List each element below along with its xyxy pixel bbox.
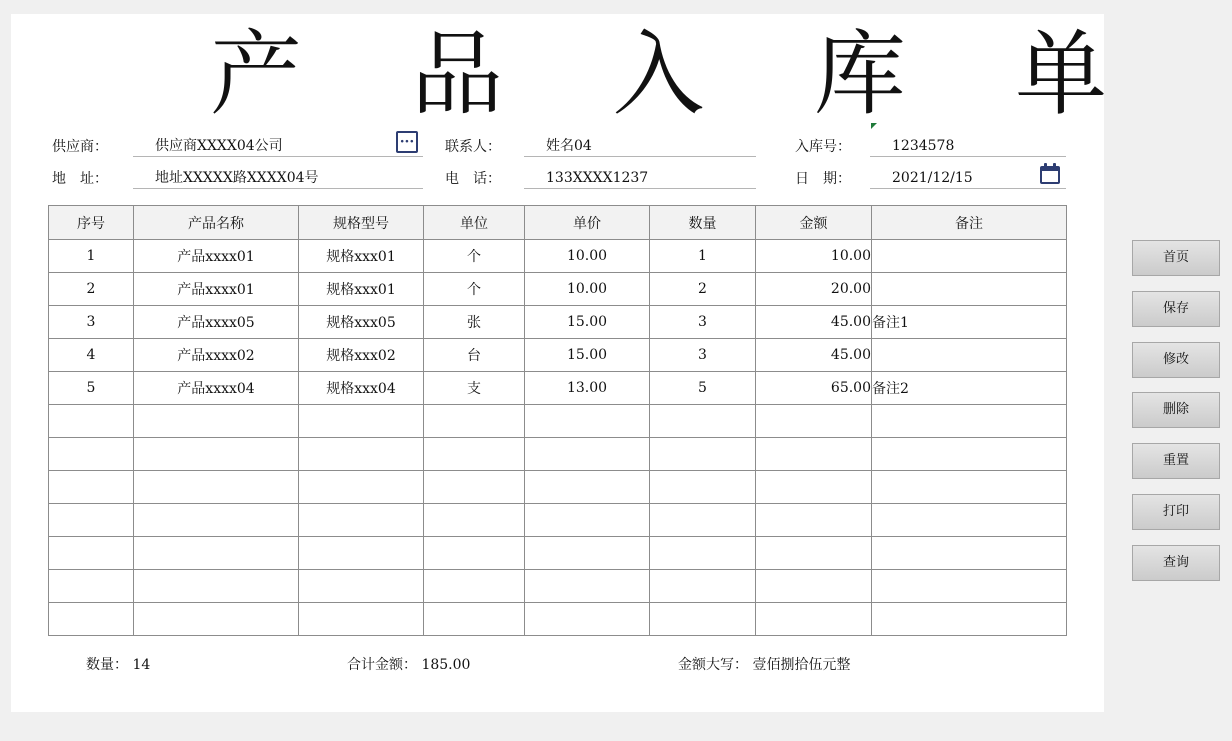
table-cell[interactable]: 产品xxxx01 xyxy=(134,273,299,306)
table-cell[interactable] xyxy=(49,471,134,504)
table-cell[interactable]: 5 xyxy=(650,372,756,405)
date-label: 日 期： xyxy=(795,171,851,187)
table-cell[interactable] xyxy=(650,537,756,570)
table-cell[interactable]: 个 xyxy=(424,240,525,273)
reset-button[interactable]: 重置 xyxy=(1132,443,1220,479)
table-cell[interactable]: 5 xyxy=(49,372,134,405)
table-cell[interactable] xyxy=(872,339,1067,372)
table-cell[interactable] xyxy=(650,438,756,471)
phone-field[interactable]: 133XXXX1237 xyxy=(524,169,756,189)
table-cell[interactable]: 产品xxxx05 xyxy=(134,306,299,339)
table-cell[interactable] xyxy=(650,405,756,438)
table-cell[interactable] xyxy=(872,405,1067,438)
column-header: 单位 xyxy=(424,206,525,240)
edit-button[interactable]: 修改 xyxy=(1132,342,1220,378)
table-cell[interactable] xyxy=(650,504,756,537)
table-cell[interactable] xyxy=(299,504,424,537)
table-cell[interactable] xyxy=(134,438,299,471)
table-cell[interactable] xyxy=(650,471,756,504)
table-cell[interactable]: 规格xxx05 xyxy=(299,306,424,339)
table-cell[interactable]: 产品xxxx01 xyxy=(134,240,299,273)
table-cell[interactable] xyxy=(525,504,650,537)
table-cell[interactable] xyxy=(134,471,299,504)
table-row[interactable] xyxy=(49,471,1067,504)
table-header-row xyxy=(49,206,1067,240)
print-button[interactable]: 打印 xyxy=(1132,494,1220,530)
table-cell[interactable]: 13.00 xyxy=(525,372,650,405)
table-row[interactable] xyxy=(49,372,1067,405)
table-cell[interactable]: 支 xyxy=(424,372,525,405)
table-cell[interactable] xyxy=(756,405,872,438)
table-cell[interactable] xyxy=(49,504,134,537)
table-cell[interactable] xyxy=(424,438,525,471)
delete-button[interactable]: 删除 xyxy=(1132,392,1220,428)
receipt-no-label: 入库号： xyxy=(795,139,851,155)
table-cell[interactable]: 备注1 xyxy=(872,306,1067,339)
table-cell[interactable] xyxy=(424,537,525,570)
table-cell[interactable] xyxy=(49,603,134,636)
table-cell[interactable] xyxy=(134,504,299,537)
table-cell[interactable] xyxy=(49,537,134,570)
table-cell[interactable]: 2 xyxy=(49,273,134,306)
table-row[interactable] xyxy=(49,603,1067,636)
ellipsis-icon[interactable]: ··· xyxy=(396,131,418,153)
table-cell[interactable] xyxy=(756,537,872,570)
table-cell[interactable] xyxy=(134,570,299,603)
table-row[interactable] xyxy=(49,438,1067,471)
table-cell[interactable] xyxy=(525,570,650,603)
table-cell[interactable]: 45.00 xyxy=(756,339,872,372)
amount-in-words-summary: 金额大写： 壹佰捌拾伍元整 xyxy=(678,657,851,673)
table-cell[interactable] xyxy=(299,438,424,471)
table-cell[interactable]: 10.00 xyxy=(525,240,650,273)
table-cell[interactable] xyxy=(872,240,1067,273)
table-cell[interactable]: 产品xxxx04 xyxy=(134,372,299,405)
page-title: 产 品 入 库 单 xyxy=(210,21,1147,128)
table-cell[interactable] xyxy=(424,504,525,537)
table-row[interactable] xyxy=(49,306,1067,339)
table-row[interactable] xyxy=(49,537,1067,570)
column-header: 序号 xyxy=(49,206,134,240)
table-cell[interactable] xyxy=(525,438,650,471)
table-cell[interactable]: 20.00 xyxy=(756,273,872,306)
table-row[interactable] xyxy=(49,273,1067,306)
table-row[interactable] xyxy=(49,339,1067,372)
column-header: 单价 xyxy=(525,206,650,240)
table-cell[interactable] xyxy=(525,405,650,438)
table-cell[interactable]: 3 xyxy=(650,306,756,339)
table-cell[interactable] xyxy=(872,471,1067,504)
table-cell[interactable] xyxy=(424,405,525,438)
column-header: 金额 xyxy=(756,206,872,240)
table-cell[interactable] xyxy=(299,471,424,504)
home-button[interactable]: 首页 xyxy=(1132,240,1220,276)
column-header: 产品名称 xyxy=(134,206,299,240)
table-cell[interactable] xyxy=(872,504,1067,537)
supplier-field[interactable]: 供应商XXXX04公司 xyxy=(133,137,423,157)
table-cell[interactable] xyxy=(299,603,424,636)
table-cell[interactable] xyxy=(756,504,872,537)
table-cell[interactable] xyxy=(49,405,134,438)
table-cell[interactable]: 45.00 xyxy=(756,306,872,339)
table-cell[interactable]: 2 xyxy=(650,273,756,306)
table-cell[interactable] xyxy=(650,603,756,636)
table-cell[interactable] xyxy=(424,570,525,603)
table-cell[interactable] xyxy=(525,603,650,636)
table-cell[interactable] xyxy=(424,603,525,636)
table-cell[interactable] xyxy=(134,603,299,636)
table-cell[interactable]: 10.00 xyxy=(756,240,872,273)
table-cell[interactable] xyxy=(424,471,525,504)
table-cell[interactable] xyxy=(872,537,1067,570)
table-cell[interactable] xyxy=(872,438,1067,471)
table-cell[interactable]: 备注2 xyxy=(872,372,1067,405)
column-header: 数量 xyxy=(650,206,756,240)
table-cell[interactable] xyxy=(872,603,1067,636)
total-amount-summary: 合计金额： 185.00 xyxy=(347,657,471,673)
table-cell[interactable]: 65.00 xyxy=(756,372,872,405)
table-row[interactable] xyxy=(49,570,1067,603)
date-field[interactable]: 2021/12/15 xyxy=(870,169,1066,189)
table-cell[interactable] xyxy=(134,537,299,570)
table-cell[interactable] xyxy=(49,570,134,603)
table-cell[interactable]: 规格xxx01 xyxy=(299,273,424,306)
table-cell[interactable] xyxy=(756,438,872,471)
table-cell[interactable] xyxy=(872,570,1067,603)
phone-label: 电 话： xyxy=(445,171,501,187)
table-cell[interactable]: 4 xyxy=(49,339,134,372)
table-cell[interactable]: 15.00 xyxy=(525,306,650,339)
table-cell[interactable]: 个 xyxy=(424,273,525,306)
table-cell[interactable]: 3 xyxy=(49,306,134,339)
table-cell[interactable]: 10.00 xyxy=(525,273,650,306)
cell-comment-marker xyxy=(871,123,877,129)
supplier-label: 供应商： xyxy=(52,139,108,155)
quantity-summary: 数量： 14 xyxy=(86,657,151,673)
address-field[interactable]: 地址XXXXX路XXXX04号 xyxy=(133,169,423,189)
table-cell[interactable] xyxy=(756,471,872,504)
table-cell[interactable]: 规格xxx02 xyxy=(299,339,424,372)
table-cell[interactable]: 产品xxxx02 xyxy=(134,339,299,372)
column-header: 规格型号 xyxy=(299,206,424,240)
table-cell[interactable] xyxy=(650,570,756,603)
table-cell[interactable] xyxy=(299,570,424,603)
table-cell[interactable] xyxy=(756,603,872,636)
table-cell[interactable] xyxy=(756,570,872,603)
table-cell[interactable] xyxy=(525,537,650,570)
table-cell[interactable]: 1 xyxy=(49,240,134,273)
table-cell[interactable] xyxy=(299,405,424,438)
table-cell[interactable] xyxy=(49,438,134,471)
table-cell[interactable]: 规格xxx04 xyxy=(299,372,424,405)
table-cell[interactable] xyxy=(872,273,1067,306)
table-row[interactable] xyxy=(49,405,1067,438)
table-row[interactable] xyxy=(49,504,1067,537)
items-table xyxy=(48,205,1067,636)
table-cell[interactable]: 15.00 xyxy=(525,339,650,372)
column-header: 备注 xyxy=(872,206,1067,240)
contact-field[interactable]: 姓名04 xyxy=(524,137,756,157)
table-cell[interactable] xyxy=(134,405,299,438)
table-cell[interactable] xyxy=(525,471,650,504)
table-row[interactable] xyxy=(49,240,1067,273)
table-cell[interactable]: 3 xyxy=(650,339,756,372)
calendar-icon[interactable] xyxy=(1039,163,1061,185)
save-button[interactable]: 保存 xyxy=(1132,291,1220,327)
table-cell[interactable]: 台 xyxy=(424,339,525,372)
table-cell[interactable]: 规格xxx01 xyxy=(299,240,424,273)
table-cell[interactable] xyxy=(299,537,424,570)
contact-label: 联系人： xyxy=(445,139,501,155)
table-cell[interactable]: 1 xyxy=(650,240,756,273)
address-label: 地 址： xyxy=(52,171,108,187)
query-button[interactable]: 查询 xyxy=(1132,545,1220,581)
receipt-no-field[interactable]: 1234578 xyxy=(870,137,1066,157)
table-cell[interactable]: 张 xyxy=(424,306,525,339)
